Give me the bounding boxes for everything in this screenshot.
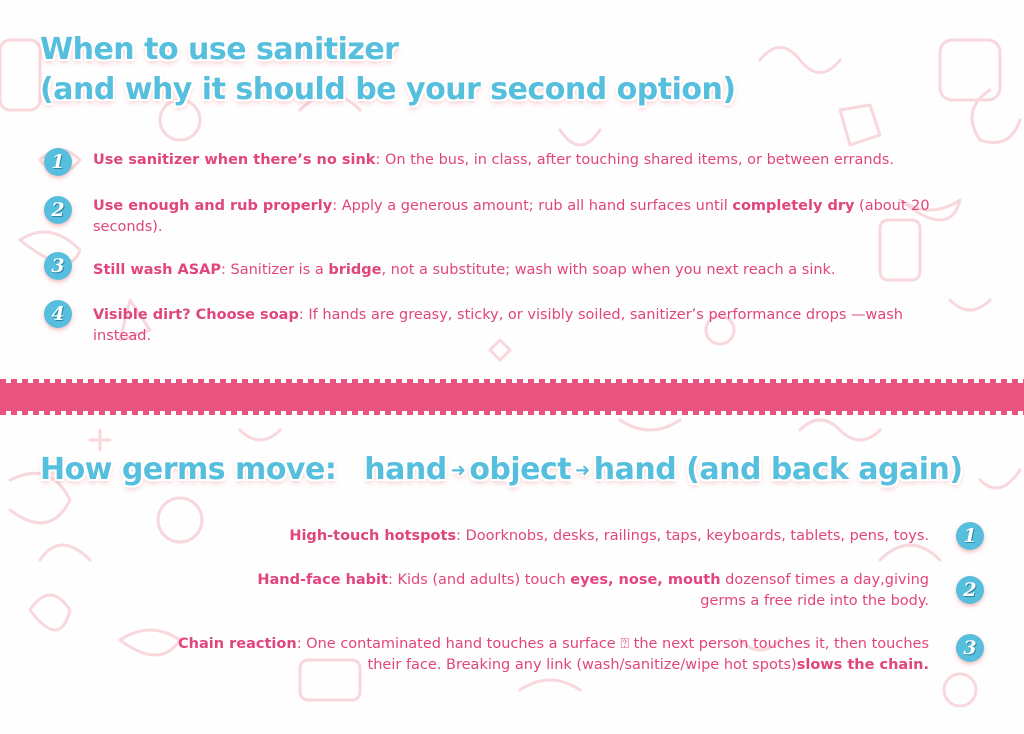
fact-lead: Chain reaction [178,636,297,652]
tip-text: , not a substitute; wash with soap when you next reach a sink. [381,262,836,278]
fact-text: : Doorknobs, desks, railings, taps, keyboards, tablets, pens, toys. [456,528,929,544]
germ-fact-3 [169,634,929,676]
tip-text: : On the bus, in class, after touching shared items, or between errands. [375,152,894,168]
number-badge-2: 2 [44,196,72,224]
flow-step-hand: hand [364,452,447,487]
tip-text: : If hands are greasy, sticky, or visibly soiled, sanitizer’s performance drops —wash instead. [93,307,903,344]
tip-text: : Apply a generous amount; rub all hand surfaces until [332,198,733,214]
sanitizer-tip-2 [93,196,973,238]
sanitizer-tip-3 [93,260,973,281]
tip-text: : Sanitizer is a [221,262,329,278]
tip-emphasis: completely dry [732,198,855,214]
section-divider [0,383,1024,411]
section2-title-lead: How germs move: [40,452,337,487]
arrow-right-icon: ➜ [575,459,590,481]
fact-emphasis: eyes, nose, mouth [570,572,721,588]
germ-fact-2 [229,570,929,612]
section2-title [40,450,963,491]
tip-text: (about 20 seconds). [93,198,930,235]
number-badge-3: 3 [956,634,984,662]
flow-step-object: object [469,452,572,487]
fact-text: : One contaminated hand touches a surface ⍰ the next person touches it, then touches their face. Breaking any link (wash/sanitize/wipe hot spots) [296,636,929,673]
tip-lead: Use sanitizer when there’s no sink [93,152,376,168]
tip-lead: Visible dirt? Choose soap [93,307,299,323]
sanitizer-tip-1 [93,150,973,171]
flow-step-hand-again: hand (and back again) [593,452,963,487]
section1-title-line1: When to use sanitizer [40,32,399,67]
tip-lead: Use enough and rub properly [93,198,333,214]
sanitizer-tip-4 [93,305,953,347]
fact-text: dozensof times a day,giving germs a free ride into the body. [700,572,929,609]
arrow-right-icon: ➜ [450,459,466,481]
germ-flow [364,452,962,487]
number-badge-4: 4 [44,300,72,328]
section1-title-line2: (and why it should be your second option) [40,72,736,107]
number-badge-1: 1 [956,522,984,550]
fact-lead: High-touch hotspots [289,528,457,544]
fact-lead: Hand-face habit [257,572,388,588]
tip-lead: Still wash ASAP [93,262,222,278]
tip-emphasis: bridge [328,262,382,278]
fact-text: : Kids (and adults) touch [387,572,571,588]
number-badge-2: 2 [956,576,984,604]
fact-emphasis: slows the chain. [796,657,929,673]
number-badge-3: 3 [44,252,72,280]
germ-fact-1 [109,526,929,547]
section1-title [40,30,736,110]
number-badge-1: 1 [44,148,72,176]
